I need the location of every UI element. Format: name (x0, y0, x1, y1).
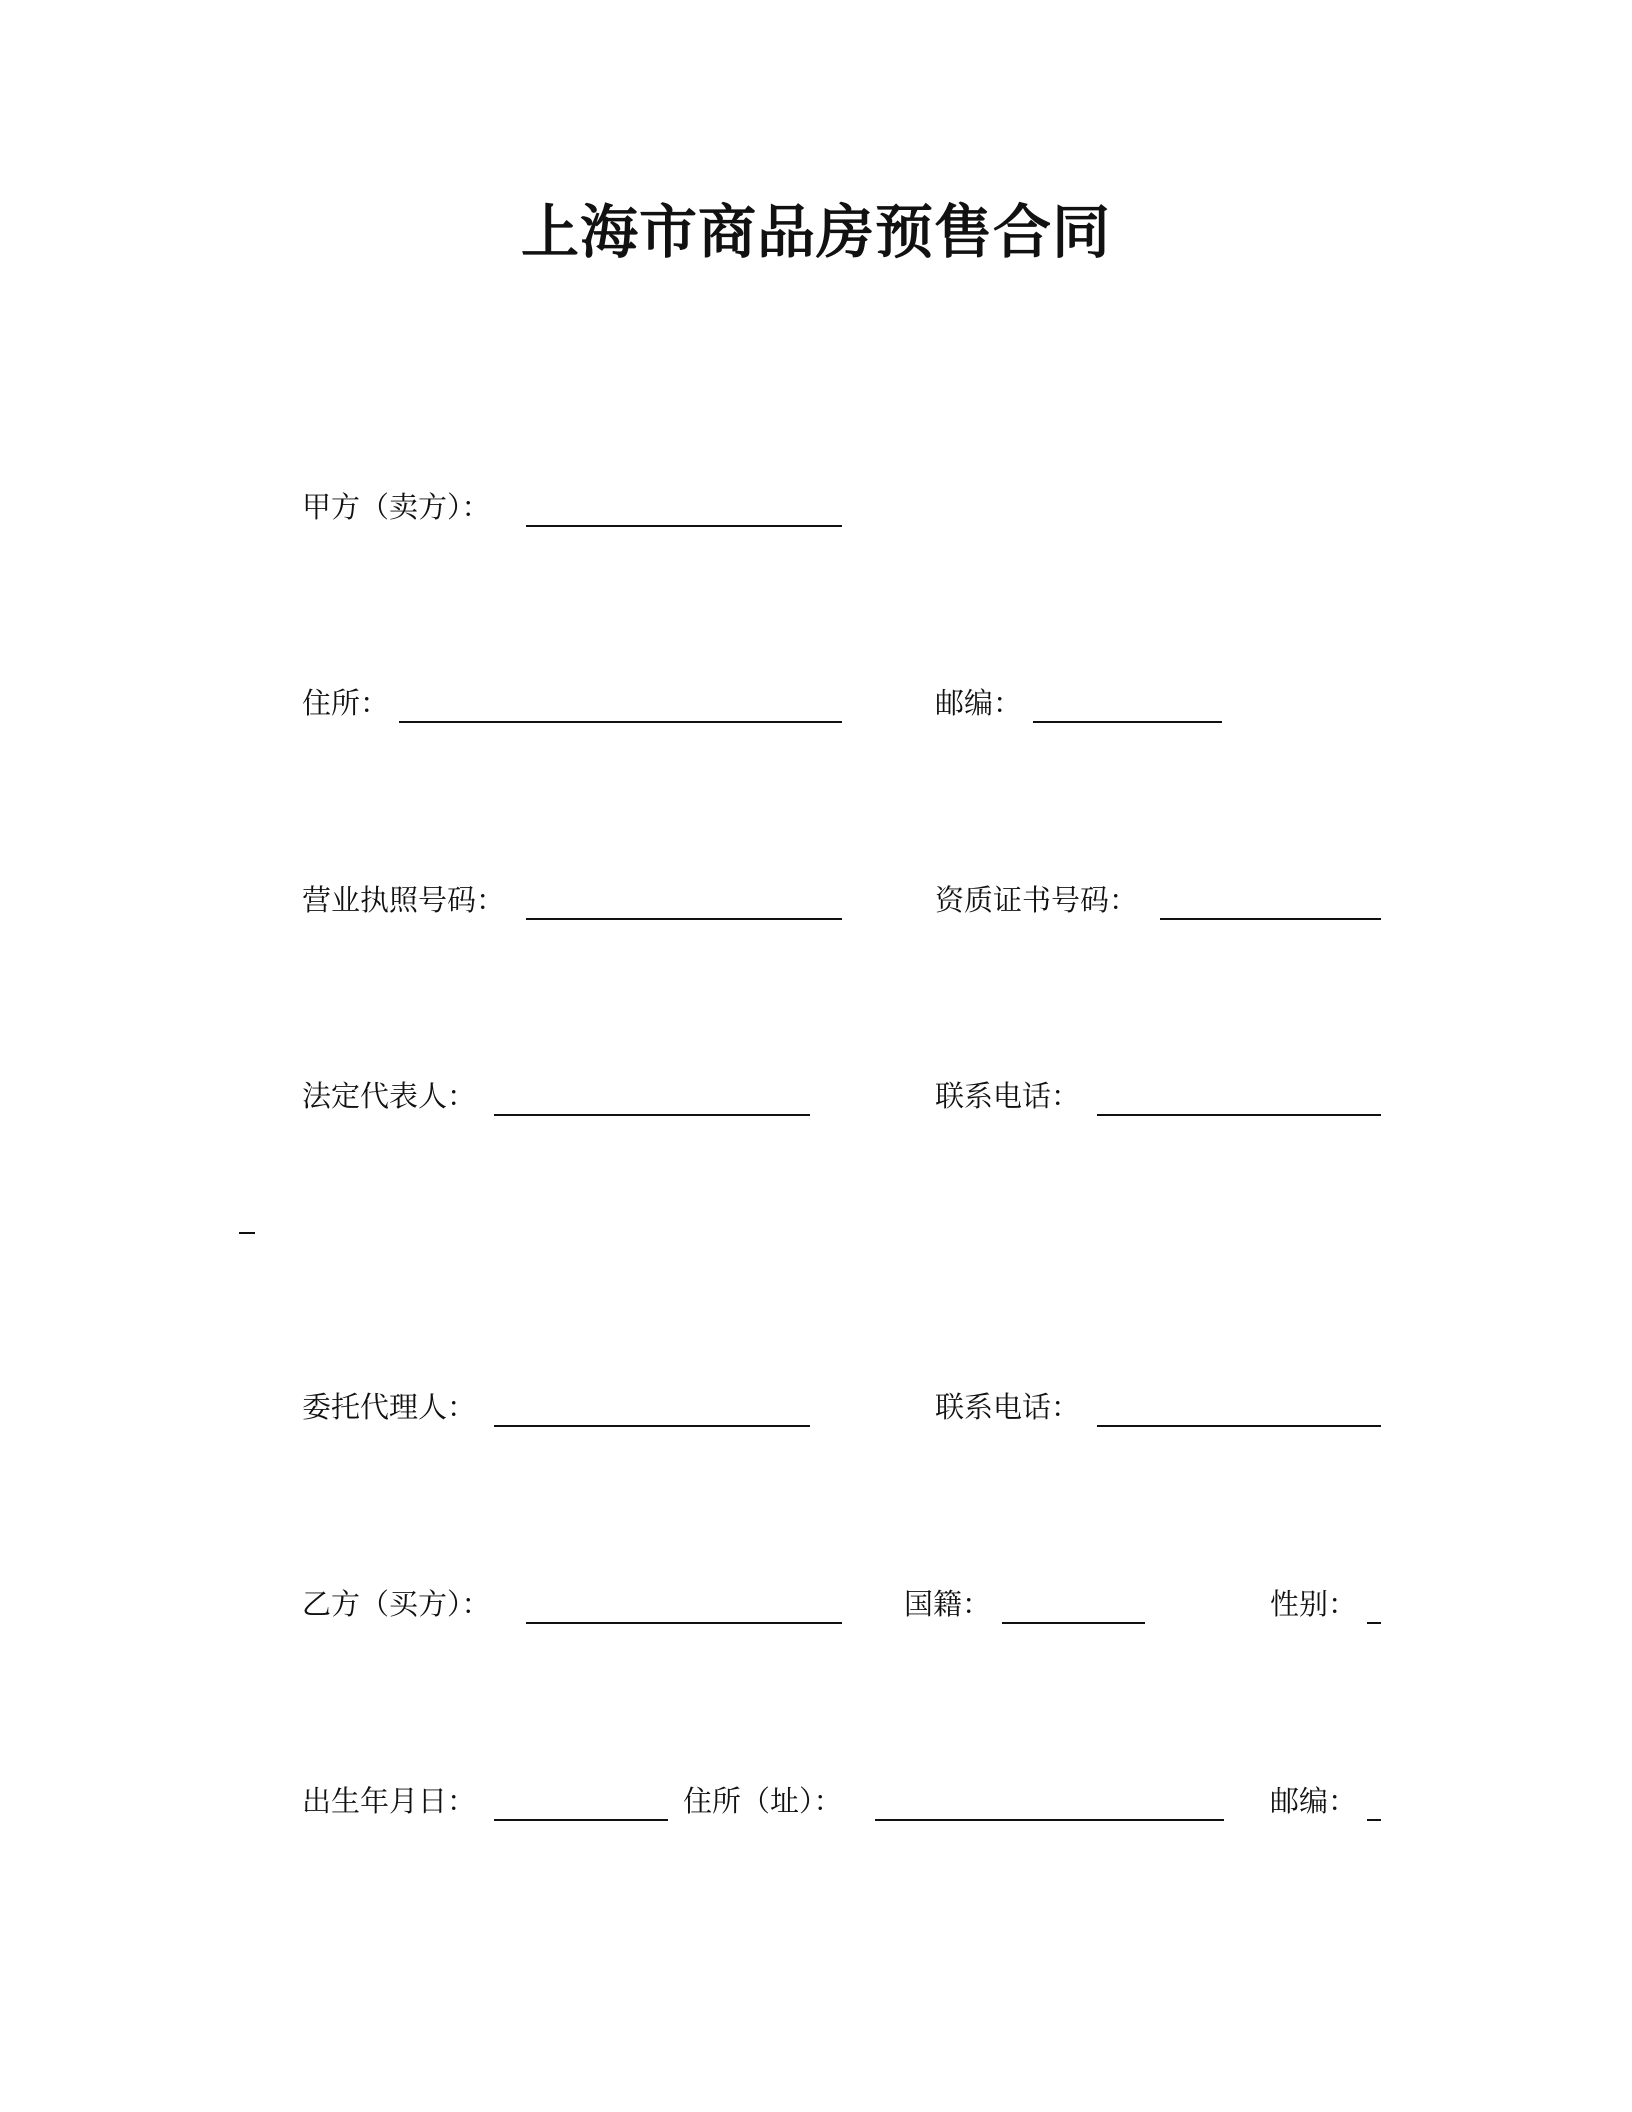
gender-label: 性别： (1270, 1587, 1358, 1621)
buyer-postcode-label: 邮编： (1270, 1784, 1358, 1818)
buyer-postcode-field[interactable] (1367, 1819, 1381, 1821)
business-license-label: 营业执照号码： (302, 883, 506, 917)
legal-rep-field[interactable] (494, 1114, 810, 1116)
buyer-party-field[interactable] (526, 1622, 842, 1624)
seller-postcode-field[interactable] (1033, 721, 1222, 723)
nationality-label: 国籍： (904, 1587, 992, 1621)
business-license-field[interactable] (526, 918, 842, 920)
seller-party-label: 甲方（卖方）： (302, 490, 491, 524)
buyer-address-field[interactable] (875, 1819, 1224, 1821)
agent-phone-label: 联系电话： (935, 1390, 1081, 1424)
nationality-field[interactable] (1002, 1622, 1145, 1624)
buyer-address-label: 住所（址）： (683, 1784, 843, 1818)
seller-phone-field[interactable] (1097, 1114, 1381, 1116)
agent-phone-field[interactable] (1097, 1425, 1381, 1427)
birth-date-label: 出生年月日： (302, 1784, 477, 1818)
seller-postcode-label: 邮编： (935, 686, 1023, 720)
document-title: 上海市商品房预售合同 (520, 198, 1111, 266)
agent-label: 委托代理人： (302, 1390, 477, 1424)
seller-address-label: 住所： (302, 686, 390, 720)
birth-date-field[interactable] (494, 1819, 668, 1821)
qualification-cert-field[interactable] (1160, 918, 1381, 920)
buyer-party-label: 乙方（买方）： (302, 1587, 491, 1621)
legal-rep-label: 法定代表人： (302, 1079, 477, 1113)
stray-underline-mark (239, 1232, 255, 1234)
agent-field[interactable] (494, 1425, 810, 1427)
seller-party-field[interactable] (526, 525, 842, 527)
qualification-cert-label: 资质证书号码： (935, 883, 1139, 917)
gender-field[interactable] (1367, 1622, 1381, 1624)
seller-phone-label: 联系电话： (935, 1079, 1081, 1113)
seller-address-field[interactable] (399, 721, 842, 723)
